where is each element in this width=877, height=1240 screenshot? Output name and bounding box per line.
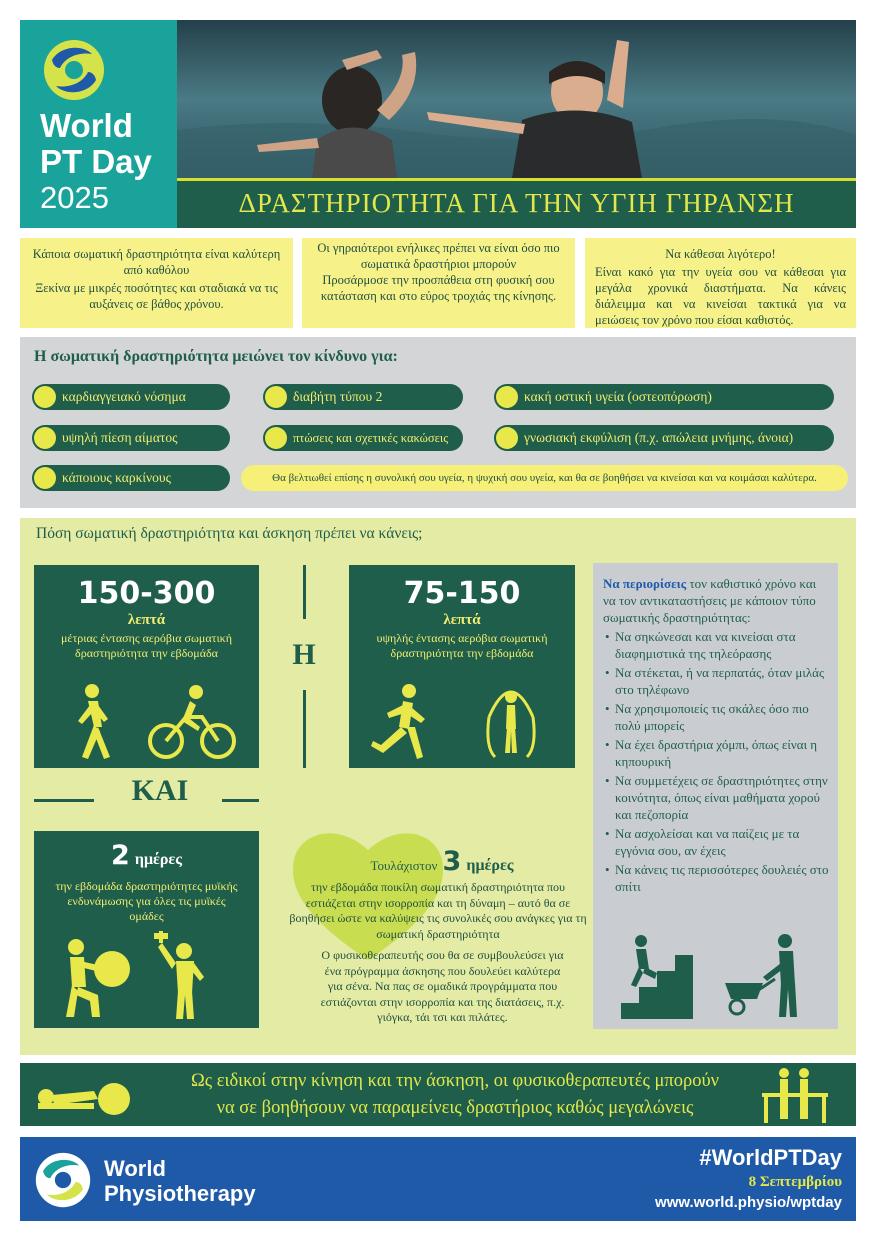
risk-item-label: κακή οστική υγεία (οστεοπόρωση): [524, 389, 712, 404]
and-divider-right: [222, 799, 259, 802]
tip-1-heading: Κάποια σωματική δραστηριότητα είναι καλύτερη από καθόλου: [32, 247, 281, 277]
banner-line-2: να σε βοηθήσουν να παραμείνεις δραστήριος καθώς μεγαλώνεις: [216, 1098, 694, 1118]
moderate-desc: μέτριας έντασης αερόβια σωματική δραστηριότητα την εβδομάδα: [60, 631, 233, 660]
world-physio-logo-icon: [42, 38, 106, 102]
and-label: ΚΑΙ: [131, 774, 189, 807]
vigorous-activity-card: [349, 565, 575, 768]
tip-box-1: [20, 238, 293, 328]
balance-unit: ημέρες: [466, 857, 514, 874]
list-item: • Να στέκεται, ή να περπατάς, όταν μιλάς στο τηλέφωνο: [615, 664, 830, 698]
wheelbarrow-gardening-icon: [723, 933, 809, 1019]
bullet-icon: [34, 427, 56, 449]
footer-date: 8 Σεπτεμβρίου: [748, 1174, 842, 1190]
bullet-icon: [34, 467, 56, 489]
jump-rope-icon: [481, 677, 541, 761]
limit-sitting-box: [593, 563, 838, 1029]
dumbbell-person-icon: [152, 931, 212, 1021]
tip-3-heading: Να κάθεσαι λιγότερο!: [665, 247, 776, 261]
risk-item-label: πτώσεις και σχετικές κακώσεις: [293, 431, 449, 445]
risk-item-falls: [263, 425, 463, 451]
vigorous-desc: υψηλής έντασης αερόβια σωματική δραστηριότητα την εβδομάδα: [376, 631, 548, 660]
risk-item-label: κάποιους καρκίνους: [62, 470, 171, 485]
bullet-icon: [496, 427, 518, 449]
list-item: • Να έχει δραστήρια χόμπι, όπως είναι η κηπουρική: [615, 736, 830, 770]
list-item: • Να κάνεις τις περισσότερες δουλειές στο σπίτι: [615, 861, 830, 895]
or-divider-top: [303, 565, 306, 619]
bullet-icon: [265, 427, 287, 449]
bullet-icon: [34, 386, 56, 408]
risk-note: Θα βελτιωθεί επίσης η συνολική σου υγεία, η ψυχική σου υγεία, και θα σε βοηθήσει να κινείσαι και να κοιμάσαι καλύτερα.: [241, 465, 848, 491]
tip-box-3: [585, 238, 856, 328]
bullet-icon: [265, 386, 287, 408]
tip-2-body: Προσάρμοσε την προσπάθεια στη φυσική σου κατάσταση και στο εύρος τροχιάς της κίνησης.: [320, 273, 557, 303]
risk-item-label: διαβήτη τύπου 2: [293, 389, 383, 404]
water-exercise-photo: [177, 20, 856, 178]
world-physiotherapy-logo-icon: [34, 1151, 92, 1209]
footer-hashtag[interactable]: #WorldPTDay: [699, 1145, 842, 1170]
logo-ptday: PT Day: [40, 143, 152, 180]
moderate-activity-card: [34, 565, 259, 768]
risk-item-label: καρδιαγγειακό νόσημα: [62, 389, 186, 404]
logo-year: 2025: [40, 180, 109, 215]
logo-world: World: [40, 107, 133, 144]
banner-line-1: Ως ειδικοί στην κίνηση και την άσκηση, οι φυσικοθεραπευτές μπορούν: [191, 1071, 719, 1091]
risk-item-cognitive: [494, 425, 834, 451]
tip-3-body: Είναι κακό για την υγεία σου να κάθεσαι για μεγάλα χρονικά διαστήματα. Να κάνεις διάλειμμα και να κινείσαι τακτικά για να μειώσεις τον χρόνο που είσαι καθιστός.: [595, 265, 846, 327]
balance-value: 3: [442, 846, 462, 877]
stairs-climbing-icon: [621, 933, 693, 1019]
activity-heading: Πόση σωματική δραστηριότητα και άσκηση πρέπει να κάνεις;: [36, 525, 423, 542]
strength-value: 2: [110, 840, 130, 871]
exercise-ball-person-icon: [62, 935, 134, 1021]
strength-activity-card: [34, 831, 259, 1028]
footer: [20, 1137, 856, 1221]
running-person-icon: [369, 683, 433, 761]
limit-lead: [603, 575, 830, 626]
bullet-icon: [496, 386, 518, 408]
list-item: • Να χρησιμοποιείς τις σκάλες όσο πιο πολύ μπορείς: [615, 700, 830, 734]
risk-heading: Η σωματική δραστηριότητα μειώνει τον κίνδυνο για:: [34, 348, 398, 365]
physio-assist-icon: [762, 1067, 828, 1123]
strength-unit: ημέρες: [134, 851, 183, 868]
moderate-unit: λεπτά: [127, 612, 166, 628]
limit-lead-rest: τον καθιστικό χρόνο και να τον αντικαταστήσεις με κάποιον τύπο σωματικής δραστηριότητας:: [603, 576, 817, 625]
balance-advice: Ο φυσικοθεραπευτής σου θα σε συμβουλεύσει για ένα πρόγραμμα άσκησης που δουλεύει καλύτερα για σένα. Να πας σε ομαδικά προγράμματα που εστιάζονται στην ισορροπία και της διατάσεις, π.χ. γιόγκα, τάι τσι και πιλάτες.: [320, 948, 565, 1024]
moderate-value: 150-300: [77, 576, 216, 611]
list-item: • Να ασχολείσαι και να παίζεις με τα εγγόνια σου, αν έχεις: [615, 825, 830, 859]
hero-photo: [177, 20, 856, 178]
and-divider-left: [34, 799, 94, 802]
balance-desc: την εβδομάδα ποικίλη σωματική δραστηριότητα που εστιάζεται στην ισορροπία και τη δύναμη – αυτό θα σε βοηθήσει ώστε να καλύψεις τις συνολικές σου ανάγκες για τη σωματική δραστηριότητα: [289, 880, 587, 941]
list-item: • Να συμμετέχεις σε δραστηριότητες στην κοινότητα, όπως είναι μαθήματα χορού και πεζοπορία: [615, 772, 830, 823]
risk-item-label: γνωσιακή εκφύλιση (π.χ. απώλεια μνήμης, άνοια): [524, 430, 794, 445]
or-divider-bottom: [303, 690, 306, 768]
risk-panel: [20, 337, 856, 508]
balance-heading: [292, 846, 592, 877]
bottom-banner: [20, 1063, 856, 1126]
risk-item-diabetes: [263, 384, 463, 410]
footer-org-line-1: World: [104, 1156, 166, 1181]
risk-item-label: υψηλή πίεση αίματος: [62, 430, 178, 445]
page-title: ΔΡΑΣΤΗΡΙΟΤΗΤΑ ΓΙΑ ΤΗΝ ΥΓΙΗ ΓΗΡΑΝΣΗ: [238, 188, 795, 218]
vigorous-value: 75-150: [403, 576, 521, 611]
wptday-logo-panel: [20, 20, 177, 228]
or-label: Η: [292, 638, 316, 671]
risk-item-bone-health: [494, 384, 834, 410]
risk-item-cancers: [32, 465, 230, 491]
walking-person-icon: [64, 683, 116, 761]
limit-lead-bold: Να περιορίσεις: [603, 576, 687, 591]
pilates-person-icon: [34, 1073, 134, 1119]
title-bar: [177, 178, 856, 228]
footer-org-line-2: Physiotherapy: [104, 1181, 256, 1206]
vigorous-unit: λεπτά: [443, 612, 481, 628]
list-item: • Να σηκώνεσαι και να κινείσαι στα διαφημιστικά της τηλεόρασης: [615, 628, 830, 662]
footer-url-link[interactable]: www.world.physio/wptday: [655, 1194, 842, 1211]
cycling-person-icon: [146, 683, 238, 761]
tip-box-2: [302, 238, 575, 328]
limit-list: [603, 628, 830, 895]
strength-heading: [34, 841, 259, 875]
tip-1-body: Ξεκίνα με μικρές ποσότητες και σταδιακά να τις αυξάνεις σε βάθος χρόνου.: [35, 281, 278, 311]
tip-2-heading: Οι γηραιότεροι ενήλικες πρέπει να είναι όσο πιο σωματικά δραστήριοι μπορούν: [317, 241, 560, 271]
risk-item-cardiovascular: [32, 384, 230, 410]
balance-prefix: Τουλάχιστον: [370, 858, 438, 873]
strength-desc: την εβδομάδα δραστηριότητες μυϊκής ενδυνάμωσης για όλες τις μυϊκές ομάδες: [55, 879, 238, 923]
risk-item-blood-pressure: [32, 425, 230, 451]
